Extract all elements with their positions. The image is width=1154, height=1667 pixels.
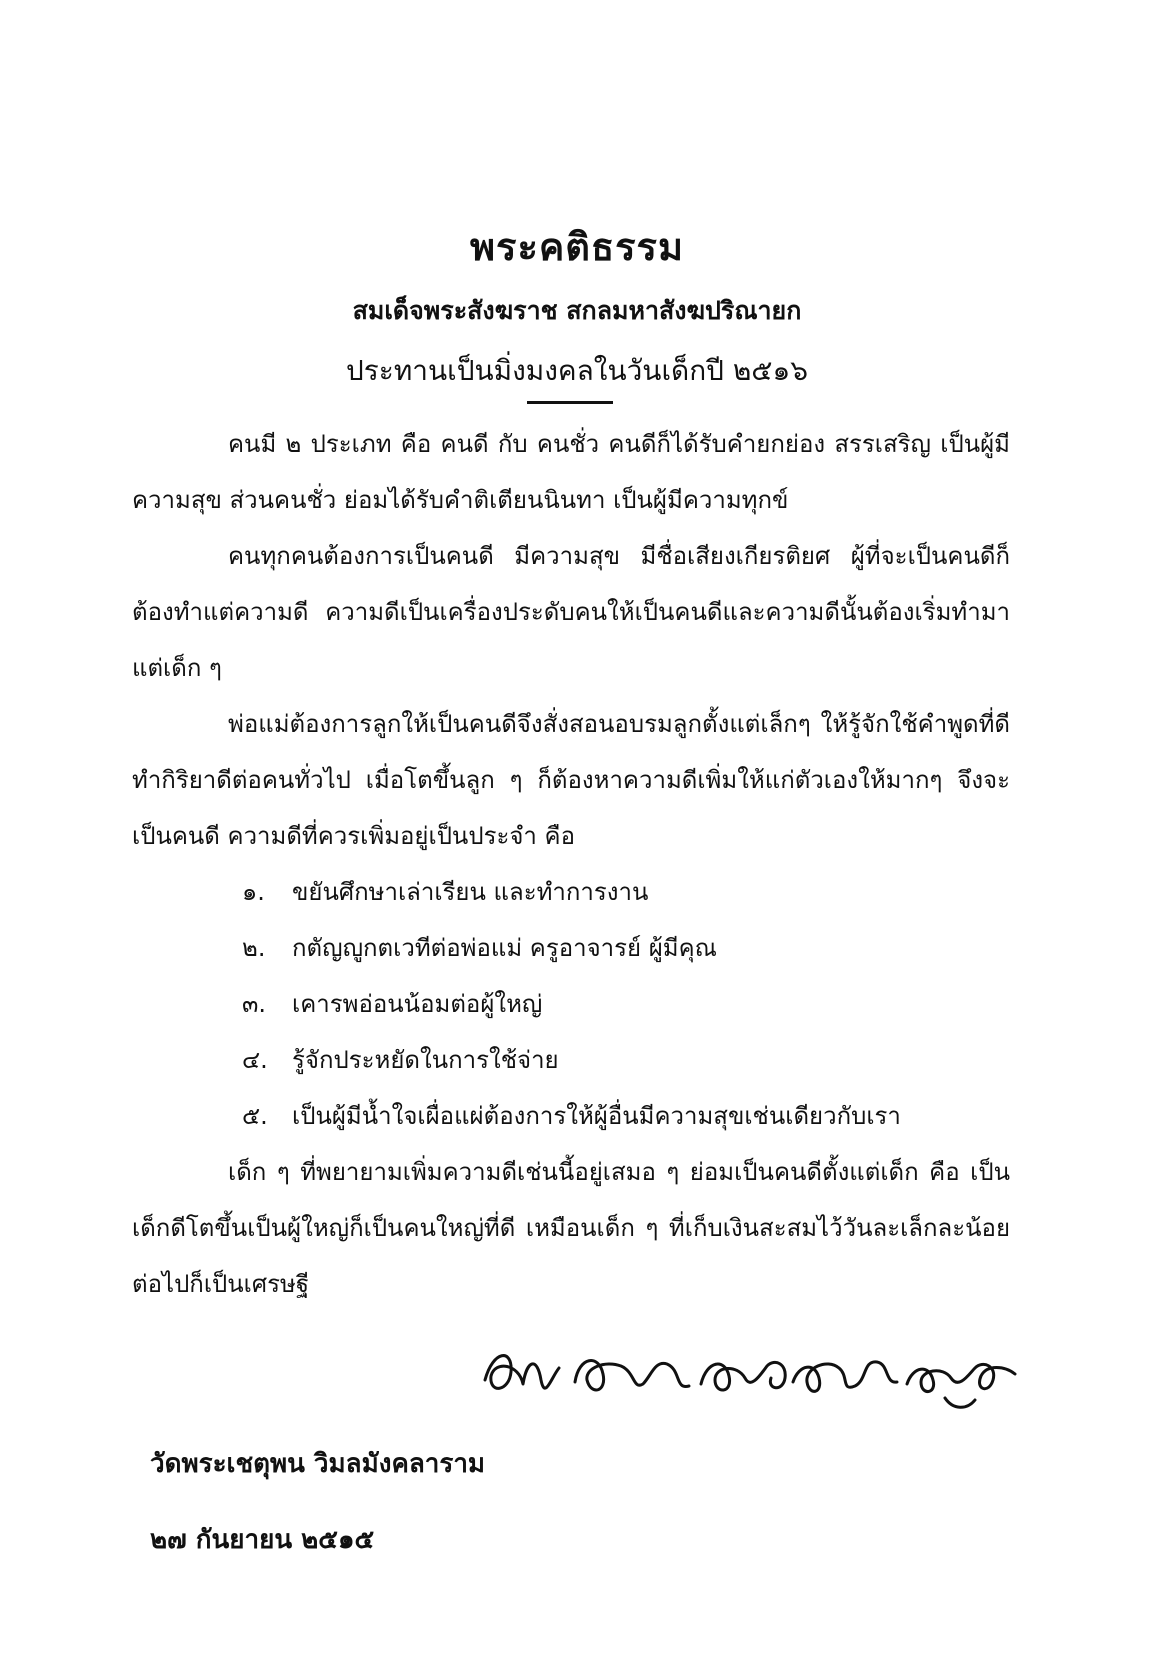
list-item-text: ขยันศึกษาเล่าเรียน และทำการงาน — [292, 878, 649, 906]
document-date: ๒๗ กันยายน ๒๕๑๕ — [150, 1525, 375, 1555]
list-item-number: ๑. — [242, 878, 265, 906]
paragraph-2: คนทุกคนต้องการเป็นคนดี มีความสุข มีชื่อเสียงเกียรติยศ ผู้ที่จะเป็นคนดีก็ต้องทำแต่ความดี ความดีเป็นเครื่องประดับคนให้เป็นคนดีและความดีนั้นต้องเริ่มทำมาแต่เด็ก ๆ — [132, 542, 1010, 682]
handwritten-signature-icon — [475, 1320, 1035, 1420]
list-item-number: ๕. — [242, 1102, 268, 1130]
list-item-text: กตัญญูกตเวทีต่อพ่อแม่ ครูอาจารย์ ผู้มีคุณ — [292, 934, 717, 962]
list-item — [242, 864, 1010, 920]
document-occasion: ประทานเป็นมิ่งมงคลในวันเด็กปี ๒๕๑๖ — [345, 354, 809, 387]
list-item-number: ๒. — [242, 934, 266, 962]
list-item — [242, 976, 1010, 1032]
document-title: พระคติธรรม — [469, 225, 685, 269]
list-item-text: เป็นผู้มีน้ำใจเผื่อแผ่ต้องการให้ผู้อื่นมีความสุขเช่นเดียวกับเรา — [292, 1102, 901, 1130]
list-item-text: รู้จักประหยัดในการใช้จ่าย — [292, 1046, 559, 1074]
document-subtitle: สมเด็จพระสังฆราช สกลมหาสังฆปริณายก — [352, 296, 802, 325]
title-divider — [527, 401, 613, 404]
list-item-number: ๓. — [242, 990, 267, 1018]
document-body — [132, 416, 1010, 1312]
virtue-list — [132, 864, 1010, 1144]
closing-paragraph: เด็ก ๆ ที่พยายามเพิ่มความดีเช่นนี้อยู่เสมอ ๆ ย่อมเป็นคนดีตั้งแต่เด็ก คือ เป็นเด็กดีโตขึ้นเป็นผู้ใหญ่ก็เป็นคนใหญ่ที่ดี เหมือนเด็ก ๆ ที่เก็บเงินสะสมไว้วันละเล็กละน้อย ต่อไปก็เป็นเศรษฐี — [132, 1158, 1010, 1298]
list-item — [242, 1032, 1010, 1088]
list-item — [242, 1088, 1010, 1144]
list-item-number: ๔. — [242, 1046, 268, 1074]
paragraph-1: คนมี ๒ ประเภท คือ คนดี กับ คนชั่ว คนดีก็ได้รับคำยกย่อง สรรเสริญ เป็นผู้มีความสุข ส่วนคนชั่ว ย่อมได้รับคำติเตียนนินทา เป็นผู้มีความทุกข์ — [132, 430, 1010, 514]
list-item-text: เคารพอ่อนน้อมต่อผู้ใหญ่ — [292, 990, 543, 1018]
temple-name: วัดพระเชตุพน วิมลมังคลาราม — [150, 1449, 486, 1479]
paragraph-3: พ่อแม่ต้องการลูกให้เป็นคนดีจึงสั่งสอนอบรมลูกตั้งแต่เล็กๆ ให้รู้จักใช้คำพูดที่ดี ทำกิริยาดีต่อคนทั่วไป เมื่อโตขึ้นลูก ๆ ก็ต้องหาความดีเพิ่มให้แก่ตัวเองให้มากๆ จึงจะเป็นคนดี ความดีที่ควรเพิ่มอยู่เป็นประจำ คือ — [132, 710, 1010, 850]
list-item — [242, 920, 1010, 976]
